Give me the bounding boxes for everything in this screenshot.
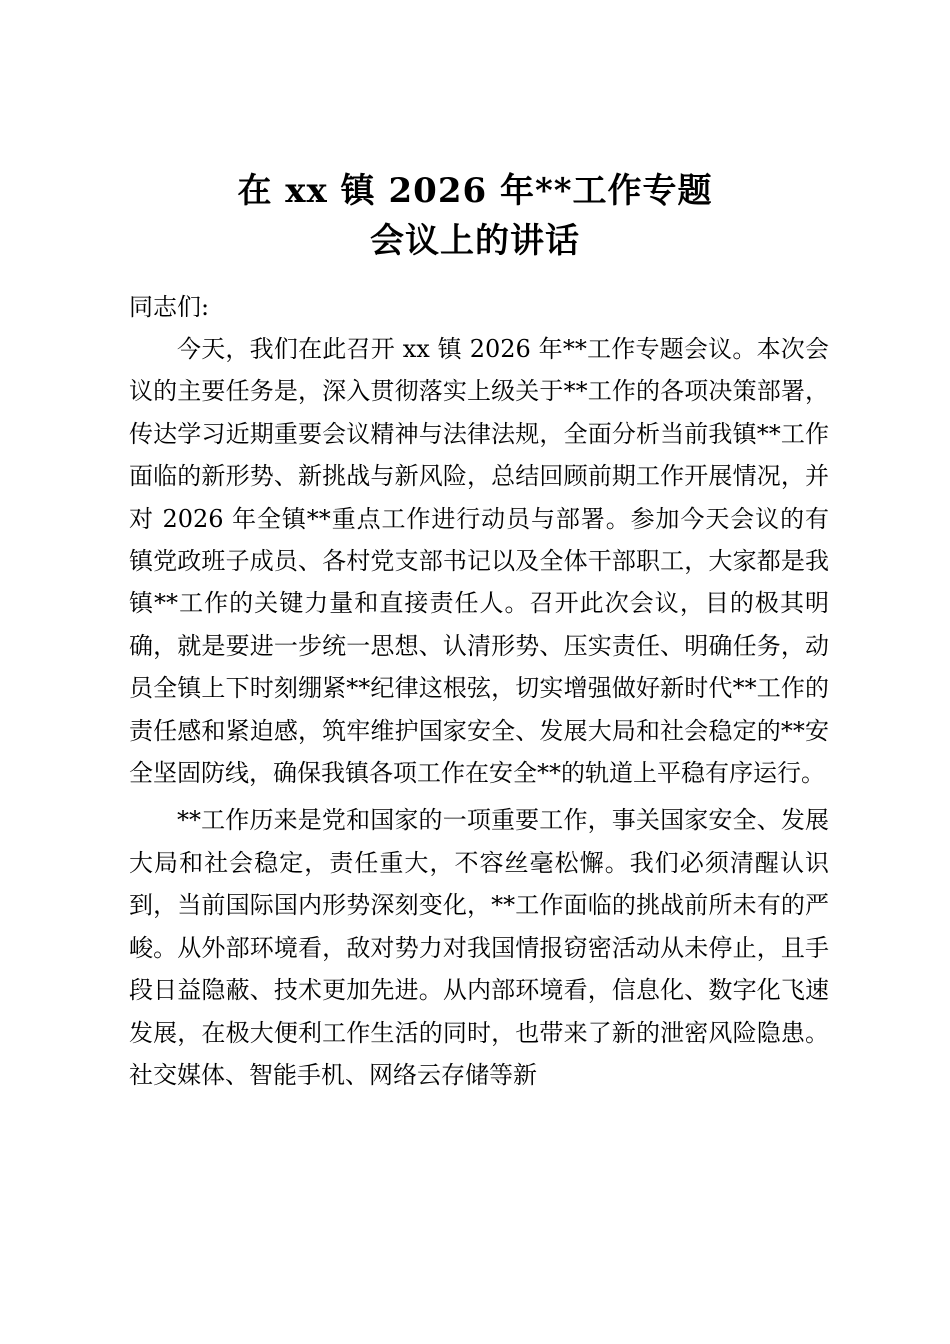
body-paragraph-1: 今天，我们在此召开 xx 镇 2026 年**工作专题会议。本次会议的主要任务是，深入贯彻落实上级关于**工作的各项决策部署，传达学习近期重要会议精神与法律法规，全面分析当前我镇**工作面临的新形势、新挑战与新风险，总结回顾前期工作开展情况，并对 2026 年全镇**重点工作进行动员与部署。参加今天会议的有镇党政班子成员、各村党支部书记以及全体干部职工，大家都是我镇**工作的关键力量和直接责任人。召开此次会议，目的极其明确，就是要进一步统一思想、认清形势、压实责任、明确任务，动员全镇上下时刻绷紧**纪律这根弦，切实增强做好新时代**工作的责任感和紧迫感，筑牢维护国家安全、发展大局和社会稳定的**安全坚固防线，确保我镇各项工作在安全**的轨道上平稳有序运行。 (129, 335, 829, 788)
speech-title (0, 166, 950, 266)
title-line-1: 在 xx 镇 2026 年**工作专题 (237, 171, 713, 211)
speech-body (129, 286, 829, 1101)
salutation: 同志们: (129, 293, 210, 321)
title-line-2: 会议上的讲话 (370, 221, 580, 261)
body-paragraph-2: **工作历来是党和国家的一项重要工作，事关国家安全、发展大局和社会稳定，责任重大，不容丝毫松懈。我们必须清醒认识到，当前国际国内形势深刻变化，**工作面临的挑战前所未有的严峻。从外部环境看，敌对势力对我国情报窃密活动从未停止，且手段日益隐蔽、技术更加先进。从内部环境看，信息化、数字化飞速发展，在极大便利工作生活的同时，也带来了新的泄密风险隐患。社交媒体、智能手机、网络云存储等新 (129, 806, 829, 1089)
